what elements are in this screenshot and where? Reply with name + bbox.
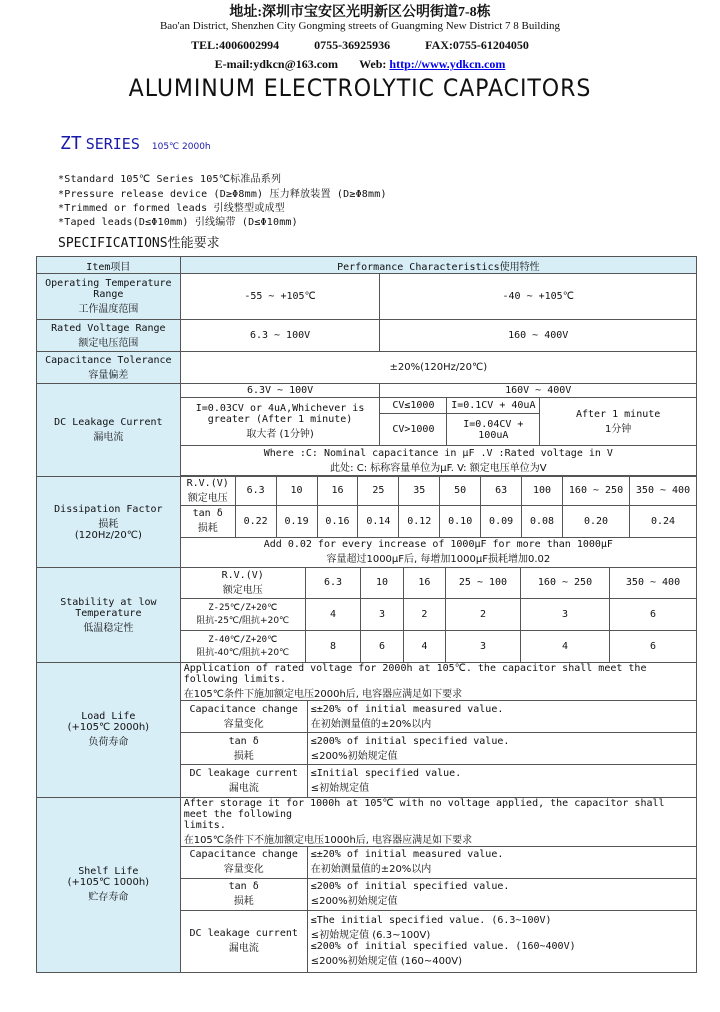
dc-leak-low-text2: greater (After 1 minute)	[207, 414, 353, 425]
stab-v: 160 ~ 250	[521, 568, 610, 598]
shelf-en: Shelf Life	[78, 866, 139, 878]
shelf-cond: (+105℃ 1000h)	[67, 877, 150, 889]
df-v: 16	[317, 477, 358, 505]
df-val: 0.22	[235, 505, 276, 537]
cap-tol-label	[37, 352, 181, 384]
stab-en2: Temperature	[75, 607, 142, 619]
load-cap-label	[181, 701, 308, 733]
df-val: 0.16	[317, 505, 358, 537]
shelf-cap-en: Capacitance change	[189, 849, 298, 860]
df-note	[181, 537, 696, 567]
df-rv-en: R.V.(V)	[186, 477, 229, 489]
header-contact-line	[0, 57, 720, 72]
stab-content	[180, 568, 696, 663]
stab-v: 16	[403, 568, 445, 598]
load-intro-cn: 在105℃条件下施加额定电压2000h后, 电容器应满足如下要求	[183, 689, 463, 700]
stab-z1: 6	[610, 598, 697, 630]
load-tan-v-cn: ≤200%初始规定值	[310, 750, 398, 762]
df-val: 0.08	[522, 505, 563, 537]
shelf-cap-cn: 容量变化	[223, 864, 264, 875]
dc-leak-en: DC Leakage Current	[54, 417, 163, 428]
spec-heading	[58, 232, 220, 251]
df-val: 0.19	[276, 505, 317, 537]
stab-v: 10	[361, 568, 403, 598]
dc-leak-note-cn: 此处: C: 标称容量单位为μF. V: 额定电压单位为V	[330, 462, 547, 474]
series-name: ZT	[60, 133, 82, 154]
dc-leak-after	[540, 398, 697, 446]
stab-z2-row	[181, 630, 696, 662]
op-temp-cn: 工作温度范围	[78, 304, 139, 315]
shelf-dc-en: DC leakage current	[189, 928, 298, 940]
dc-leak-low-text3: 取大者 (1分钟)	[246, 429, 314, 440]
df-note-en: Add 0.02 for every increase of 1000μF for more than 1000μF	[263, 539, 613, 551]
shelf-cap-v-en: ≤±20% of initial measured value.	[310, 849, 504, 860]
stab-z1: 2	[446, 598, 521, 630]
feature-2: *Pressure release device (D≥Φ8mm) 压力释放装置 (D≥Φ8mm)	[58, 189, 387, 200]
shelf-tan-v-en: ≤200% of initial specified value.	[310, 881, 510, 892]
series-label: SERIES	[85, 135, 140, 153]
tel2: 0755-36925936	[314, 38, 391, 52]
df-val: 0.14	[358, 505, 399, 537]
stab-rv-label	[181, 568, 306, 598]
load-tan-label	[181, 733, 308, 765]
stab-z2: 4	[403, 630, 445, 662]
stab-v: 350 ~ 400	[610, 568, 697, 598]
df-rv-cn: 额定电压	[187, 492, 228, 504]
shelf-intro	[181, 798, 696, 847]
load-dc-cn: 漏电流	[228, 782, 259, 794]
dc-leak-high-cond	[380, 398, 540, 446]
df-v: 25	[358, 477, 399, 505]
df-tan-label	[181, 505, 236, 537]
df-content	[180, 477, 696, 568]
dc-leak-note-en: Where :C: Nominal capacitance in μF .V :Rated voltage in V	[263, 447, 613, 459]
stab-z2-cn: 阻抗-40℃/阻抗+20℃	[196, 647, 290, 658]
stab-z1: 2	[403, 598, 445, 630]
df-row	[37, 477, 697, 568]
series-sub: 105℃ 2000h	[151, 142, 211, 152]
shelf-label	[37, 797, 181, 973]
stab-z1: 3	[521, 598, 610, 630]
load-row	[37, 663, 697, 798]
stab-z1-cn: 阻抗-25℃/阻抗+20℃	[196, 615, 290, 626]
shelf-dc-value	[307, 910, 696, 972]
spec-table	[36, 256, 697, 973]
web-label: Web:	[359, 57, 387, 71]
stab-cn: 低温稳定性	[83, 622, 134, 634]
stab-rv-en: R.V.(V)	[221, 569, 264, 581]
dc-leak-head-row	[37, 384, 697, 398]
stab-z2-en: Z-40℃/Z+20℃	[208, 634, 278, 645]
dc-leak-after-cn: 1分钟	[604, 423, 632, 435]
table-row-cap-tolerance	[37, 352, 697, 384]
df-v: 6.3	[235, 477, 276, 505]
df-note-cn: 容量超过1000μF后, 每增加1000μF损耗增加0.02	[326, 554, 551, 566]
load-cap-en: Capacitance change	[189, 703, 298, 715]
spec-heading-cn: 性能要求	[167, 236, 220, 251]
stab-z2: 6	[610, 630, 697, 662]
load-cap-cn: 容量变化	[223, 718, 264, 730]
shelf-intro-en1: After storage it for 1000h at 105℃ with no voltage applied, the capacitor shall meet the following	[183, 797, 665, 820]
fax: FAX:0755-61204050	[425, 38, 529, 52]
shelf-cap-label	[181, 846, 308, 878]
stab-z1-en: Z-25℃/Z+20℃	[208, 602, 278, 613]
df-v: 35	[399, 477, 440, 505]
feature-4: *Taped leads(D≤Φ10mm) 引线编带 (D≤Φ10mm)	[58, 217, 298, 228]
feature-1: *Standard 105℃ Series 105℃标准品系列	[58, 174, 282, 185]
shelf-dc-v2-en: ≤200% of initial specified value. (160~400V)	[310, 941, 576, 953]
op-temp-high: -40 ~ +105℃	[380, 274, 697, 320]
shelf-tan-label	[181, 878, 308, 910]
stab-z2: 4	[521, 630, 610, 662]
op-temp-label	[37, 274, 181, 320]
stab-z2: 6	[361, 630, 403, 662]
cap-tol-cn: 容量偏差	[88, 369, 129, 381]
shelf-row	[37, 797, 697, 973]
dc-leak-low-text1: I=0.03CV or 4uA,Whichever is	[195, 403, 365, 414]
header-address-cn: 地址:深圳市宝安区光明新区公明街道7-8栋	[229, 5, 491, 20]
stab-v: 6.3	[305, 568, 361, 598]
op-temp-en1: Operating Temperature	[45, 278, 172, 289]
df-v: 50	[440, 477, 481, 505]
shelf-dc-cn: 漏电流	[228, 943, 259, 955]
rated-v-low: 6.3 ~ 100V	[180, 320, 380, 352]
feature-3: *Trimmed or formed leads 引线整型或成型	[58, 203, 285, 214]
cap-tol-en: Capacitance Tolerance	[45, 354, 172, 366]
shelf-tan-en: tan δ	[228, 881, 259, 892]
stab-z2: 3	[446, 630, 521, 662]
shelf-intro-cn: 在105℃条件下不施加额定电压1000h后, 电容器应满足如下要求	[183, 834, 473, 846]
df-val: 0.12	[399, 505, 440, 537]
load-tan-en: tan δ	[228, 735, 259, 747]
table-header-row	[37, 257, 697, 274]
stab-en1: Stability at low	[60, 596, 157, 608]
dc-leak-r1-val: I=0.1CV + 40uA	[447, 398, 539, 414]
df-rv-label	[181, 477, 236, 505]
dc-leak-r2-cond: CV>1000	[380, 414, 447, 445]
df-v: 160 ~ 250	[563, 477, 630, 505]
op-temp-low: -55 ~ +105℃	[180, 274, 380, 320]
dc-leak-after-en: After 1 minute	[575, 408, 661, 420]
load-tan-value	[307, 733, 696, 765]
table-row-operating-temp	[37, 274, 697, 320]
load-intro-en: Application of rated voltage for 2000h at 105℃. the capacitor shall meet the following limits.	[183, 663, 647, 685]
shelf-cap-v-cn: 在初始测量值的±20%以内	[310, 864, 432, 875]
df-val: 0.10	[440, 505, 481, 537]
header-address-en: Bao'an District, Shenzhen City Gongming streets of Guangming New District 7 8 Building	[159, 20, 561, 32]
dc-leak-note	[180, 446, 696, 476]
df-val: 0.09	[481, 505, 522, 537]
load-en: Load Life	[81, 711, 136, 723]
dc-leak-high-head: 160V ~ 400V	[380, 384, 697, 398]
document-title: ALUMINUM ELECTROLYTIC CAPACITORS	[128, 74, 592, 102]
load-tan-v-en: ≤200% of initial specified value.	[310, 735, 510, 747]
df-label	[37, 477, 181, 568]
load-label	[37, 663, 181, 798]
stab-z1: 3	[361, 598, 403, 630]
stab-v: 25 ~ 100	[446, 568, 521, 598]
shelf-tan-value	[307, 878, 696, 910]
shelf-cn: 贮存寿命	[88, 892, 129, 904]
df-tan-en: tan δ	[192, 508, 223, 519]
dc-leak-label	[37, 384, 181, 477]
stab-rv-cn: 额定电压	[222, 584, 263, 596]
dc-leak-low-body	[180, 398, 380, 446]
stab-z1-label	[181, 598, 306, 630]
email: E-mail:ydkcn@163.com	[214, 57, 339, 71]
series-title	[60, 133, 211, 154]
dc-leak-cn: 漏电流	[93, 432, 124, 443]
stab-z2: 8	[305, 630, 361, 662]
stab-z1-row	[181, 598, 696, 630]
load-tan-cn: 损耗	[233, 750, 254, 762]
rated-v-label	[37, 320, 181, 352]
load-cn: 负荷寿命	[88, 737, 129, 749]
load-cap-v-en: ≤±20% of initial measured value.	[310, 703, 504, 715]
col-item: Item项目	[37, 257, 181, 274]
shelf-dc-v2-cn: ≤200%初始规定值 (160~400V)	[310, 956, 463, 968]
shelf-tan-cn: 损耗	[233, 896, 254, 907]
shelf-intro-en2: limits.	[183, 819, 226, 831]
website-link[interactable]: http://www.ydkcn.com	[389, 57, 506, 71]
load-cond: (+105℃ 2000h)	[67, 722, 150, 734]
df-cond: (120Hz/20℃)	[74, 529, 142, 541]
cap-tol-value: ±20%(120Hz/20℃)	[180, 352, 696, 384]
df-cn: 损耗	[98, 518, 119, 530]
dc-leak-r1-cond: CV≤1000	[380, 398, 447, 414]
stab-voltage-row	[181, 568, 696, 598]
load-dc-en: DC leakage current	[189, 767, 298, 779]
stab-label	[37, 568, 181, 663]
rated-v-high: 160 ~ 400V	[380, 320, 697, 352]
shelf-tan-v-cn: ≤200%初始规定值	[310, 896, 398, 907]
shelf-dc-v1-cn: ≤初始规定值 (6.3~100V)	[310, 930, 431, 942]
df-v: 10	[276, 477, 317, 505]
rated-v-en: Rated Voltage Range	[51, 322, 166, 334]
dc-leak-low-head: 6.3V ~ 100V	[180, 384, 380, 398]
df-v: 100	[522, 477, 563, 505]
stab-z1: 4	[305, 598, 361, 630]
df-v: 63	[481, 477, 522, 505]
col-performance: Performance Characteristics使用特性	[180, 257, 696, 274]
df-voltage-row	[181, 477, 696, 505]
load-cap-v-cn: 在初始测量值的±20%以内	[310, 718, 432, 730]
table-row-rated-voltage	[37, 320, 697, 352]
stab-z2-label	[181, 630, 306, 662]
load-intro	[181, 663, 696, 701]
df-v: 350 ~ 400	[630, 477, 697, 505]
header-phone-line	[0, 38, 720, 53]
load-dc-value	[307, 765, 696, 797]
shelf-cap-value	[307, 846, 696, 878]
dc-leak-r2-val: I=0.04CV + 100uA	[447, 414, 539, 445]
load-dc-v-cn: ≤初始规定值	[310, 782, 370, 794]
df-en: Dissipation Factor	[54, 503, 163, 515]
df-note-row	[181, 537, 696, 567]
shelf-dc-v1-en: ≤The initial specified value. (6.3~100V)	[310, 915, 552, 927]
rated-v-cn: 额定电压范围	[78, 337, 139, 349]
load-content	[180, 663, 696, 798]
shelf-content	[180, 797, 696, 973]
load-dc-v-en: ≤Initial specified value.	[310, 767, 462, 779]
df-tan-cn: 损耗	[197, 523, 218, 534]
shelf-dc-label	[181, 910, 308, 972]
df-tan-row	[181, 505, 696, 537]
load-cap-value	[307, 701, 696, 733]
op-temp-en2: Range	[93, 289, 124, 300]
tel: TEL:4006002994	[191, 38, 280, 52]
spec-heading-en: SPECIFICATIONS	[58, 236, 168, 251]
df-val: 0.24	[630, 505, 697, 537]
load-dc-label	[181, 765, 308, 797]
stab-row	[37, 568, 697, 663]
df-val: 0.20	[563, 505, 630, 537]
